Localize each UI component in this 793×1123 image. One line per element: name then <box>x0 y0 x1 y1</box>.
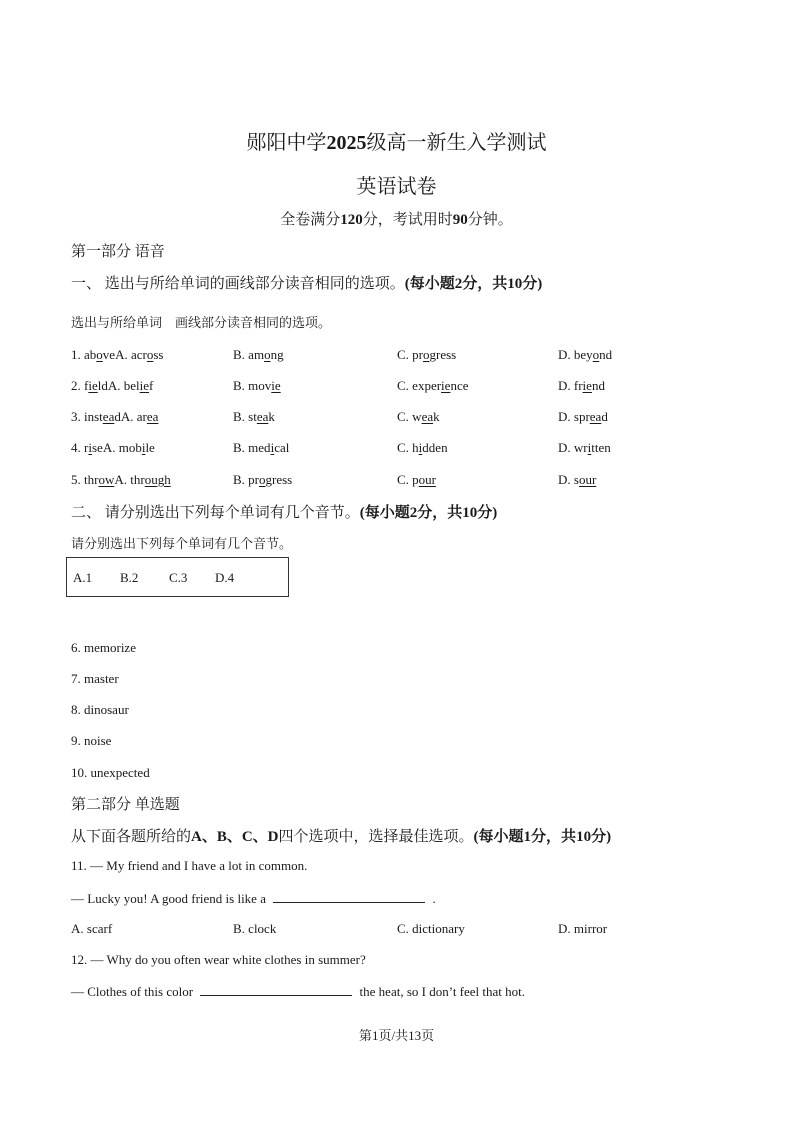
word-text: C. exper <box>397 378 442 393</box>
word-text: inst <box>84 409 103 424</box>
answer-blank[interactable] <box>200 983 352 996</box>
word-text: A. mob <box>102 440 142 455</box>
underlined-letters: o <box>264 347 271 362</box>
page-number: 1 <box>371 1028 379 1043</box>
underlined-letters: i <box>587 440 592 455</box>
option-b: B. clock <box>233 921 277 936</box>
option-c <box>397 378 468 394</box>
word-text: nd <box>591 378 605 393</box>
question-9: 9. noise <box>71 733 112 748</box>
word-text: le <box>145 440 155 455</box>
option-a <box>103 440 155 455</box>
word-text: f <box>84 378 89 393</box>
word-text: thr <box>84 472 99 487</box>
part1-title: 第一部分 语音 <box>71 244 165 260</box>
question-11-line2 <box>71 890 436 907</box>
question-word <box>84 440 103 455</box>
underlined-letters: ea <box>421 409 434 424</box>
underlined-letters: ea <box>256 409 269 424</box>
question-text: the heat, so I don’t feel that hot. <box>359 984 526 999</box>
info-score: 120 <box>340 212 363 228</box>
word-text: gress <box>265 472 293 487</box>
word-text: D. s <box>558 472 579 487</box>
underlined-letters: ie <box>139 378 150 393</box>
word-text: nd <box>599 347 613 362</box>
word-text: B. pr <box>233 472 259 487</box>
exam-title <box>0 126 793 155</box>
info-text: 分钟。 <box>467 212 513 228</box>
underlined-letters: o <box>146 347 154 362</box>
section-total: 10 <box>507 276 523 292</box>
section-points: 1 <box>523 829 532 845</box>
word-text: ve <box>102 347 116 362</box>
word-text: k <box>433 409 440 424</box>
section-heading: 从下面各题所给的 <box>71 829 192 845</box>
word-text: D. fr <box>558 378 583 393</box>
box-option: B.2 <box>120 570 139 585</box>
word-text: B. am <box>233 347 265 362</box>
underlined-letters: o <box>592 347 600 362</box>
question-12-line1: 12. — Why do you often wear white clothes in summer? <box>71 952 366 967</box>
word-text: dden <box>422 440 448 455</box>
info-text: 全卷满分 <box>280 212 341 228</box>
word-text: d <box>601 409 608 424</box>
footer-text: 页/共 <box>378 1028 409 1043</box>
question-word <box>84 472 114 487</box>
option-c <box>397 440 448 456</box>
option-a <box>108 378 154 393</box>
word-text: D. wr <box>558 440 588 455</box>
underlined-letters: ea <box>589 409 602 424</box>
section-points-text: 分) <box>591 829 612 845</box>
word-text: C. p <box>397 472 419 487</box>
exam-subtitle: 英语试卷 <box>356 176 437 198</box>
question-7: 7. master <box>71 671 119 686</box>
word-text: B. med <box>233 440 271 455</box>
word-text: gress <box>429 347 457 362</box>
underlined-letters: o <box>423 347 430 362</box>
page-footer <box>0 1025 793 1044</box>
info-time: 90 <box>452 212 468 228</box>
word-text: A. acr <box>115 347 147 362</box>
question-text: — Clothes of this color <box>71 984 194 999</box>
section-points-text: (每小题 <box>359 505 410 521</box>
part2-section-title <box>71 825 611 846</box>
section1-title <box>71 272 542 293</box>
option-d <box>558 347 612 363</box>
option-b <box>233 378 281 394</box>
underlined-letters: i <box>141 440 146 455</box>
option-b <box>233 347 284 363</box>
word-text: f <box>149 378 154 393</box>
option-d <box>558 409 608 425</box>
question-8: 8. dinosaur <box>71 702 129 717</box>
word-text: A. bel <box>107 378 140 393</box>
word-text: se <box>91 440 103 455</box>
word-text: tten <box>591 440 611 455</box>
section-total: 10 <box>576 829 592 845</box>
word-text: ng <box>270 347 284 362</box>
underlined-letters: ea <box>146 409 159 424</box>
word-text: r <box>84 440 89 455</box>
option-b <box>233 440 289 456</box>
question-word <box>84 347 115 362</box>
option-a <box>115 347 163 362</box>
section-points-text: 分，共 <box>417 505 463 521</box>
title-prefix: 郧阳中学 <box>246 132 327 154</box>
word-text: C. h <box>397 440 419 455</box>
word-text: B. st <box>233 409 257 424</box>
question-11-line1: 11. — My friend and I have a lot in common. <box>71 858 308 873</box>
underlined-letters: ea <box>102 409 115 424</box>
underlined-letters: ie <box>88 378 98 393</box>
word-text: D. bey <box>558 347 593 362</box>
question-3 <box>71 409 158 425</box>
underlined-letters: ow <box>98 472 115 487</box>
question-5 <box>71 472 171 488</box>
section-points-text: 分) <box>477 505 498 521</box>
page-total: 13 <box>408 1028 422 1043</box>
word-text: A. ar <box>120 409 147 424</box>
section-points-text: 分，共 <box>531 829 577 845</box>
option-b <box>233 472 292 488</box>
underlined-letters: our <box>578 472 597 487</box>
section-heading: 四个选项中，选择最佳选项。 <box>278 829 474 845</box>
option-c <box>397 409 440 425</box>
word-text: C. pr <box>397 347 423 362</box>
question-word <box>84 409 121 424</box>
section-heading: 二、 请分别选出下列每个单词有几个音节。 <box>71 505 360 521</box>
option-d <box>558 440 611 456</box>
question-text: — Lucky you! A good friend is like a <box>71 891 266 906</box>
box-option: D.4 <box>215 570 235 585</box>
question-number: 1. <box>71 347 81 362</box>
underlined-letters: ie <box>271 378 281 393</box>
exam-info <box>0 208 793 229</box>
word-text: cal <box>274 440 290 455</box>
option-b <box>233 409 275 425</box>
underlined-letters: o <box>259 472 266 487</box>
box-option: A.1 <box>73 570 93 585</box>
question-12-line2 <box>71 983 525 1000</box>
option-d <box>558 472 596 488</box>
section-letters: A、B、C、D <box>191 829 279 845</box>
option-d <box>558 378 605 394</box>
question-word <box>84 378 108 393</box>
question-2 <box>71 378 153 394</box>
syllable-options-box <box>66 557 289 597</box>
section-points: 2 <box>409 505 418 521</box>
underlined-letters: ie <box>582 378 592 393</box>
footer-text: 页 <box>421 1028 435 1043</box>
option-c: C. dictionary <box>397 921 465 936</box>
word-text: ab <box>84 347 97 362</box>
section1-instruction: 选出与所给单词 画线部分读音相同的选项。 <box>71 315 332 330</box>
question-1 <box>71 347 163 363</box>
option-a <box>121 409 159 424</box>
section-points-text: (每小题 <box>404 276 455 292</box>
underlined-letters: o <box>96 347 103 362</box>
question-4 <box>71 440 155 456</box>
question-number: 5. <box>71 472 81 487</box>
info-text: 分，考试用时 <box>362 212 453 228</box>
underlined-letters: our <box>418 472 437 487</box>
question-number: 4. <box>71 440 81 455</box>
underlined-letters: ie <box>441 378 451 393</box>
word-text: nce <box>450 378 469 393</box>
question-10: 10. unexpected <box>71 765 150 780</box>
underlined-letters: i <box>418 440 423 455</box>
option-a <box>114 472 170 487</box>
word-text: D. spr <box>558 409 590 424</box>
section-points-text: 分，共 <box>462 276 508 292</box>
question-6: 6. memorize <box>71 640 136 655</box>
box-option: C.3 <box>169 570 188 585</box>
underlined-letters: i <box>270 440 275 455</box>
word-text: ld <box>97 378 108 393</box>
word-text: B. mov <box>233 378 272 393</box>
title-year: 2025 <box>326 132 367 154</box>
section-total: 10 <box>462 505 478 521</box>
section-heading: 一、 选出与所给单词的画线部分读音相同的选项。 <box>71 276 405 292</box>
option-a: A. scarf <box>71 921 113 936</box>
question-number: 3. <box>71 409 81 424</box>
word-text: A. thr <box>114 472 145 487</box>
option-c <box>397 347 456 363</box>
underlined-letters: i <box>88 440 92 455</box>
word-text: d <box>114 409 121 424</box>
section-points-text: 分) <box>522 276 543 292</box>
question-text: . <box>432 891 436 906</box>
word-text: ss <box>153 347 164 362</box>
question-number: 2. <box>71 378 81 393</box>
footer-text: 第 <box>358 1028 372 1043</box>
section2-title <box>71 501 497 522</box>
word-text: C. w <box>397 409 422 424</box>
underlined-letters: ough <box>144 472 171 487</box>
section2-instruction: 请分别选出下列每个单词有几个音节。 <box>71 536 293 551</box>
answer-blank[interactable] <box>273 890 425 903</box>
option-c <box>397 472 436 488</box>
section-points-text: (每小题 <box>473 829 524 845</box>
option-d: D. mirror <box>558 921 608 936</box>
part2-title: 第二部分 单选题 <box>71 797 180 813</box>
word-text: k <box>268 409 275 424</box>
section-points: 2 <box>454 276 463 292</box>
title-suffix: 级高一新生入学测试 <box>366 132 547 154</box>
